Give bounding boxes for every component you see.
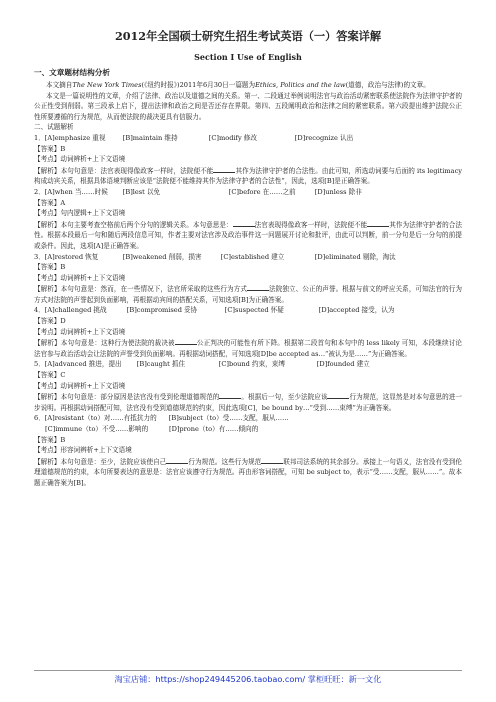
part2-heading: 二、试题解析 xyxy=(34,123,74,132)
q1-point: 【考点】动词辨析+上下文语境 xyxy=(34,155,126,164)
q6-answer: 【答案】B xyxy=(34,435,66,444)
q4-answer: 【答案】D xyxy=(34,317,66,326)
q5-options: 5． [A]advanced 推进，提出 [B]caught 抓住 [C]bound 约束，束缚 [D]founded 建立 xyxy=(34,360,370,369)
part1-heading: 一、文章题材结构分析 xyxy=(34,68,110,77)
q4-explanation: 【解析】本句句意是：这种行为使法院的裁决被 公正判决的可能性有所下降。根据第二段首句和本句中的 less likely 可知，本段继续讨论法官参与政治活动会让法院的声誉受到负面影响。再根据动词搭配，可知选项[D]be accepted as…“被认为是……”为正确答案。 xyxy=(34,339,463,358)
q5-point: 【考点】动词辨析+上下文语境 xyxy=(34,381,126,390)
q5-explanation: 【解析】本句句意是：部分原因是法官没有受到伦理道德规范的 。根据后一句，至少法院应该 行为规范，这显然是对本句意思的进一步说明。再根据动词搭配可知，法官没有受到道德规范的约束，因此选项[C]，be bound by…“受到……束缚”为正确答案。 xyxy=(34,393,463,412)
part1-para1: 本文摘自The New York Times(《纽约时报》)2011年6月30日一篇题为Ethics, Politics and the law(道德，政治与法律)的文章。 xyxy=(46,81,430,89)
footer-divider xyxy=(34,670,462,671)
q6-explanation: 【解析】本句句意是：至少，法院应该使自己 行为规范。这些行为规范 联邦司法系统的其余部分。承接上一句语义，法官没有受到伦理道德规范的约束，本句所要表达的意思是：法官应该遵守行为规范。再由形容词搭配，可知 be subject to，表示“受……支配，服从……”。故本题正确答案为[B]。 xyxy=(34,457,463,487)
q1-options: 1． [A]emphasize 重视 [B]maintain 维持 [C]modify 修改 [D]recognize 认出 xyxy=(34,133,354,142)
q3-point: 【考点】动词辨析+上下文语境 xyxy=(34,273,126,282)
q3-options: 3． [A]restored 恢复 [B]weakened 削弱，损害 [C]established 建立 [D]eliminated 剔除，淘汰 xyxy=(34,252,396,261)
q2-point: 【考点】句内逻辑+上下文语境 xyxy=(34,209,126,218)
q3-answer: 【答案】B xyxy=(34,263,66,272)
q6-options-row1: 6． [A]resistant（to）对……有抵抗力的 [B]subject（to）受……支配，服从…… xyxy=(34,414,289,423)
q2-explanation: 【解析】本句主要考查空格前后两个分句的逻辑关系。本句意思是： 法官表现得像政客一样时，法院便不能 其作为法律守护者的合法性。根据本段最后一句和随后两段信息可知，作者主要对法官涉及政治事件这一问题展开讨论和批评，由此可以判断，前一分句是后一分句的前提或条件。因此，选项[A]是正确答案。 xyxy=(34,220,463,250)
doc-title: 2012年全国硕士研究生招生考试英语（一）答案详解 xyxy=(114,29,382,43)
q6-options-row2: [C]immune（to）不受……影响的 [D]prone（to）有……倾向的 xyxy=(45,425,259,433)
footer-store-link[interactable]: 淘宝店铺：https://shop249445206.taobao.com/ 掌柜旺旺：新一文化 xyxy=(114,674,382,684)
q3-explanation: 【解析】本句句意是：然而，在一些情况下，法官所采取的这些行为方式 法院独立、公正的声誉。根据与前文的呼应关系，可知法官的行为方式对法院的声誉起到负面影响，再根据动宾间的搭配关系，可知选项[B]为正确答案。 xyxy=(34,285,462,304)
q4-point: 【考点】动词辨析+上下文语境 xyxy=(34,327,126,336)
q5-answer: 【答案】C xyxy=(34,371,66,380)
q2-answer: 【答案】A xyxy=(34,198,66,207)
q1-answer: 【答案】B xyxy=(34,144,66,153)
q1-explanation: 【解析】本句句意是：法官表现得像政客一样时，法院便不能 其作为法律守护者的合法性。由此可知，所选动词要与后面的 its legitimacy 构成动宾关系，根据具体语境判断应该是“法院便不能维持其作为法律守护者的合法性”，因此，选项[B]是正确答案。 xyxy=(34,166,462,186)
q2-options: 2． [A]when 当……时候 [B]lest 以免 [C]before 在……之前 [D]unless 除非 xyxy=(34,187,362,196)
section-heading: Section I Use of English xyxy=(194,52,302,62)
q6-point: 【考点】形容词辨析+上下文语境 xyxy=(34,446,132,455)
part1-para2: 本文是一篇说明性的文章，介绍了法律、政治以及道德之间的关系。第一、二段通过举例说明法官与政治活动紧密联系使法院作为法律守护者的公正性受到削弱。第三段承上启下，提出法律和政治之间是否还存在界限。第四、五段阐明政治和法律之间的紧密联系。第六段提出维护法院公正性所要遵循的行为规范，从而使法院的裁决更具有信服力。 xyxy=(34,91,462,121)
q4-options: 4． [A]challenged 挑战 [B]compromised 妥协 [C]suspected 怀疑 [D]accepted 接受，认为 xyxy=(34,306,395,315)
